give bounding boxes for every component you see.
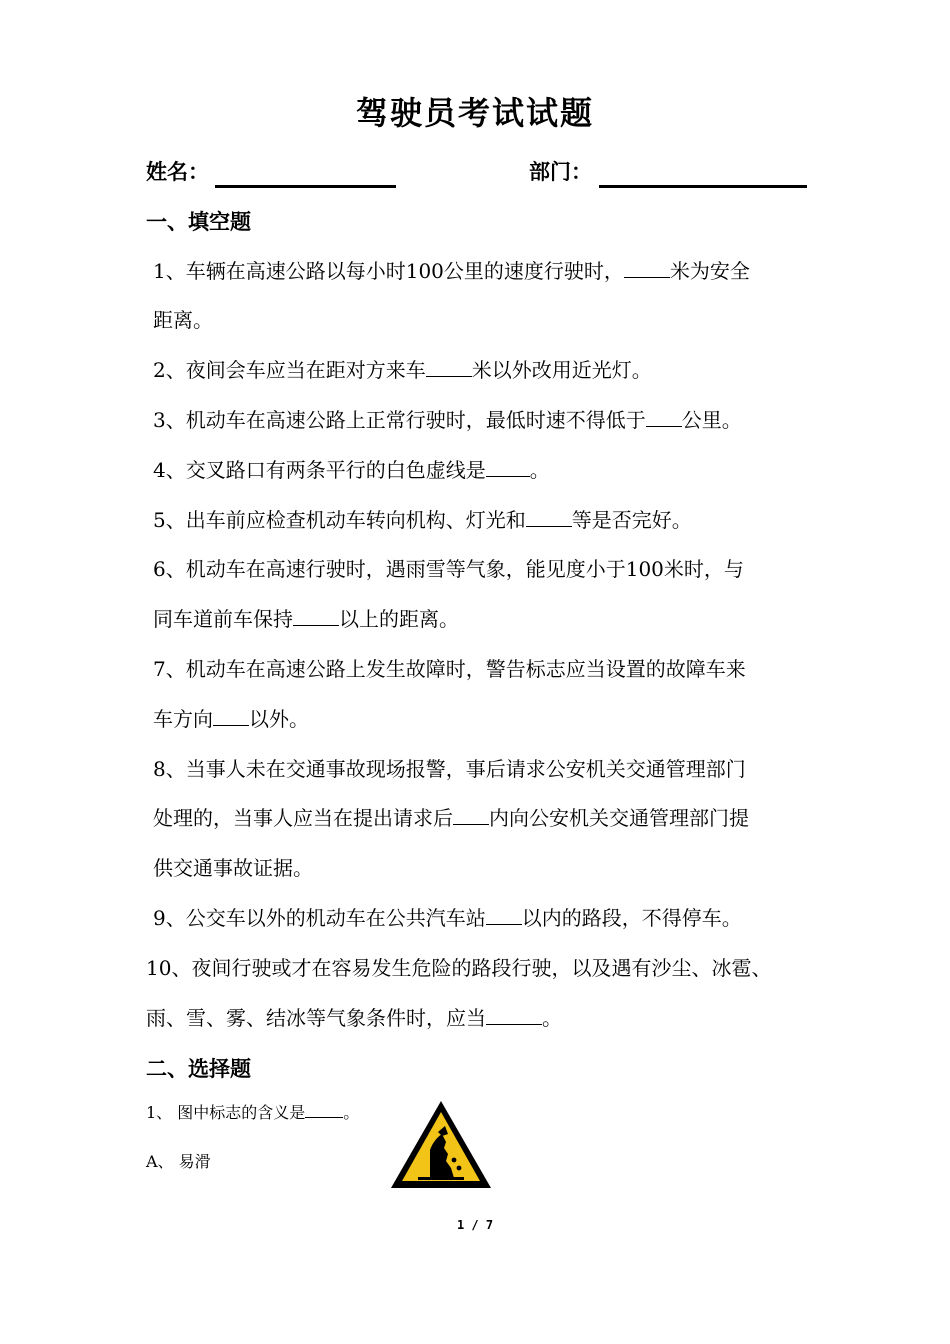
question-9: [153, 904, 742, 932]
text-segment: 内向公安机关交通管理部门提: [489, 806, 749, 830]
text-segment: 3、机动车在高速公路上正常行驶时，最低时速不得低于: [153, 408, 646, 432]
page-title: 驾驶员考试试题: [355, 94, 594, 132]
text-segment: 雨、雪、雾、结冰等气象条件时，应当: [146, 1006, 486, 1030]
text-segment: 距离。: [153, 308, 213, 332]
text-segment: 9、公交车以外的机动车在公共汽车站: [153, 906, 486, 930]
answer-blank[interactable]: [426, 356, 472, 377]
text-segment: 10、夜间行驶或才在容易发生危险的路段行驶，以及遇有沙尘、冰雹、: [146, 956, 772, 980]
option-a[interactable]: A、 易滑: [146, 1152, 211, 1171]
text-segment: 公里。: [681, 408, 742, 432]
text-segment: 以上的距离。: [339, 607, 459, 631]
answer-blank[interactable]: [293, 605, 339, 626]
question-3: [153, 406, 742, 434]
answer-blank[interactable]: [526, 506, 572, 527]
answer-blank[interactable]: [453, 804, 489, 825]
text-segment: 同车道前车保持: [153, 607, 293, 631]
text-segment: 8、当事人未在交通事故现场报警，事后请求公安机关交通管理部门: [153, 757, 746, 781]
text-segment: 车方向: [153, 707, 213, 731]
question-4: [153, 456, 550, 484]
text-segment: 处理的，当事人应当在提出请求后: [153, 806, 453, 830]
dept-label: 部门：: [529, 160, 592, 184]
text-segment: 2、夜间会车应当在距对方来车: [153, 358, 426, 382]
question-5: [153, 506, 692, 534]
falling-rocks-warning-sign-icon: [388, 1098, 494, 1192]
question-10-line-2: [146, 1004, 562, 1032]
question-1-line-2: [153, 306, 213, 334]
question-8-line-3: [153, 854, 313, 882]
question-1-line-1: [153, 257, 750, 285]
text-segment: 4、交叉路口有两条平行的白色虚线是: [153, 458, 486, 482]
answer-blank[interactable]: [486, 904, 522, 925]
answer-blank[interactable]: [646, 406, 682, 427]
text-segment: 米以外改用近光灯。: [471, 358, 652, 382]
answer-blank[interactable]: [305, 1101, 343, 1118]
section-fill-in-heading: 一、填空题: [146, 210, 251, 234]
dept-blank-line[interactable]: [599, 185, 807, 188]
question-2: [153, 356, 652, 384]
section-choice-heading: 二、选择题: [146, 1057, 251, 1081]
question-6-line-1: [153, 555, 744, 583]
name-label: 姓名：: [146, 160, 209, 184]
answer-blank[interactable]: [624, 257, 670, 278]
text-segment: 1、车辆在高速公路以每小时100公里的速度行驶时，: [153, 259, 624, 283]
text-segment: 7、机动车在高速公路上发生故障时，警告标志应当设置的故障车来: [153, 657, 746, 681]
answer-blank[interactable]: [486, 1004, 542, 1025]
text-segment: 1、 图中标志的含义是: [146, 1103, 306, 1122]
text-segment: 以内的路段，不得停车。: [521, 906, 742, 930]
question-7-line-1: [153, 655, 746, 683]
text-segment: 以外。: [249, 707, 309, 731]
question-8-line-2: [153, 804, 749, 832]
answer-blank[interactable]: [486, 456, 530, 477]
text-segment: 。: [529, 458, 550, 482]
question-6-line-2: [153, 605, 459, 633]
choice-question-1: [146, 1100, 359, 1123]
text-segment: 。: [343, 1103, 360, 1122]
page-indicator: 1 / 7: [456, 1218, 494, 1232]
text-segment: 米为安全: [669, 259, 750, 283]
answer-blank[interactable]: [213, 705, 249, 726]
text-segment: 供交通事故证据。: [153, 856, 313, 880]
name-blank-line[interactable]: [215, 185, 396, 188]
question-10-line-1: [146, 954, 771, 982]
question-8-line-1: [153, 755, 746, 783]
text-segment: 6、机动车在高速行驶时，遇雨雪等气象，能见度小于100米时，与: [153, 557, 744, 581]
question-7-line-2: [153, 705, 309, 733]
text-segment: 5、出车前应检查机动车转向机构、灯光和: [153, 508, 526, 532]
text-segment: 。: [542, 1006, 562, 1030]
text-segment: 等是否完好。: [571, 508, 692, 532]
